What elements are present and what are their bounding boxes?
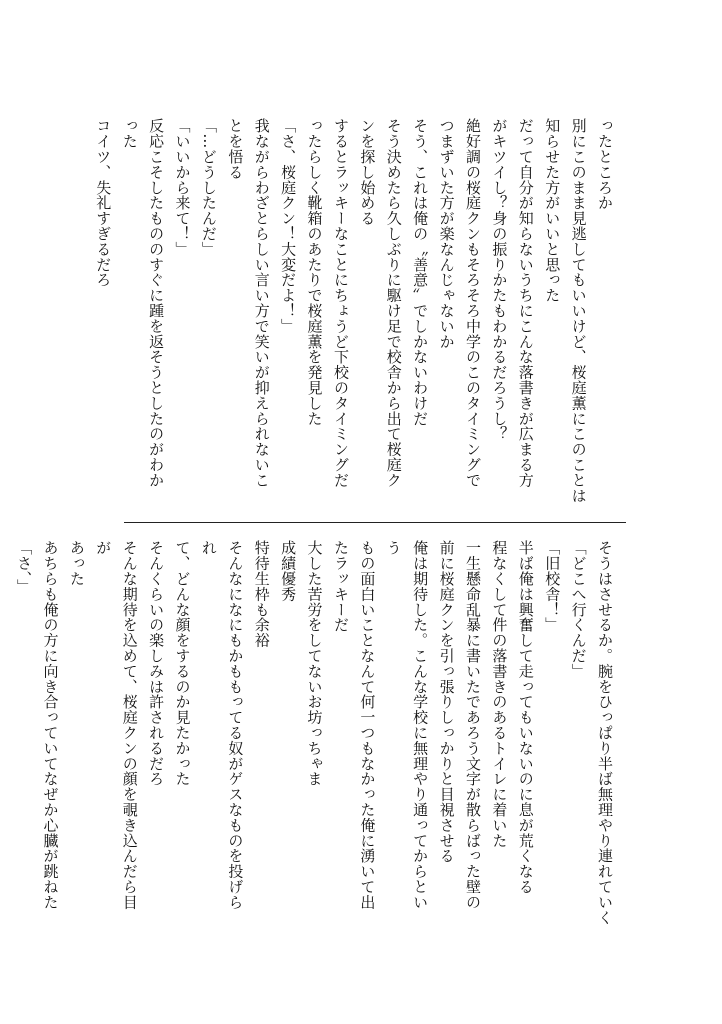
text-line: 一生懸命乱暴に書いたであろう文字が散らばった壁の (463, 540, 482, 910)
text-line: 半ば俺は興奮して走ってもいないのに息が荒くなる (516, 540, 535, 895)
text-line: 特待生枠も余裕 (252, 540, 271, 648)
text-line: 「旧校舎！」 (543, 540, 562, 633)
text-line: そんな期待を込めて、桜庭クンの顔を覗き込んだら目 (120, 540, 139, 910)
text-line: つまずいた方が楽なんじゃないか (437, 118, 456, 349)
text-line: コイツ、失礼すぎるだろ (94, 118, 113, 288)
text-line: て、どんな顔をするのか見たかった (173, 540, 192, 787)
text-line: ったところか (596, 118, 614, 211)
text-line: あった (67, 540, 86, 587)
text-line: 「いいから来て！」 (173, 118, 192, 257)
text-line: 反応こそしたもののすぐに踵を返そうとしたのがわか (147, 118, 166, 488)
text-line: たラッキーだ (331, 540, 350, 633)
text-line: 別にこのまま見逃してもいいけど、桜庭薫にこのことは (569, 118, 588, 503)
text-line: がキツイし？身の振りかたもわかるだろうし？ (490, 118, 509, 442)
text-line: が (94, 540, 113, 556)
text-line: するとラッキーなことにちょうど下校のタイミングだ (331, 118, 350, 488)
text-line: 俺は期待した。こんな学校に無理やり通ってからとい (411, 540, 430, 910)
text-line: そんくらいの楽しみは許されるだろ (147, 540, 166, 787)
text-line: ンを探し始める (358, 118, 377, 226)
text-line: う (384, 540, 403, 556)
upper-text-column (94, 118, 618, 508)
text-line: った (120, 118, 139, 149)
text-line: 「さ、桜庭クン！大変だよ！」 (279, 118, 298, 334)
text-line: 「どこへ行くんだ」 (569, 540, 588, 679)
text-line: もの面白いことなんて何一つもなかった俺に湧いて出 (358, 540, 377, 910)
text-line: 大した苦労をしてないお坊っちゃま (305, 540, 324, 787)
text-line: 「…どうしたんだ」 (199, 118, 218, 257)
section-divider (124, 522, 626, 523)
text-line: 「さ、」 (15, 540, 34, 595)
text-line: 程なくして件の落書きのあるトイレに着いた (490, 540, 509, 848)
text-line: そう、これは俺の〝善意〟でしかないわけだ (411, 118, 430, 426)
lower-text-column (15, 540, 618, 940)
text-line: そう決めたら久しぶりに駆け足で校舎から出て桜庭ク (384, 118, 403, 488)
text-line: 成績優秀 (279, 540, 298, 602)
text-line: とを悟る (226, 118, 245, 180)
text-line: そんなになにもかももってる奴がゲスなものを投げら (226, 540, 245, 910)
text-line: あちらも俺の方に向き合っていてなぜか心臓が跳ねた (41, 540, 60, 910)
text-line: 我ながらわざとらしい言い方で笑いが抑えられないこ (252, 118, 271, 488)
text-line: 前に桜庭クンを引っ張りしっかりと目視させる (437, 540, 456, 864)
text-line: そうはさせるか。腕をひっぱり半ば無理やり連れていく (596, 540, 614, 925)
text-line: 絶好調の桜庭クンもそろそろ中学のこのタイミングで (463, 118, 482, 488)
text-line: れ (199, 540, 218, 556)
text-line: ったらしく靴箱のあたりで桜庭薫を発見した (305, 118, 324, 426)
text-line: だって自分が知らないうちにこんな落書きが広まる方 (516, 118, 535, 488)
text-line: 知らせた方がいいと思った (543, 118, 562, 303)
